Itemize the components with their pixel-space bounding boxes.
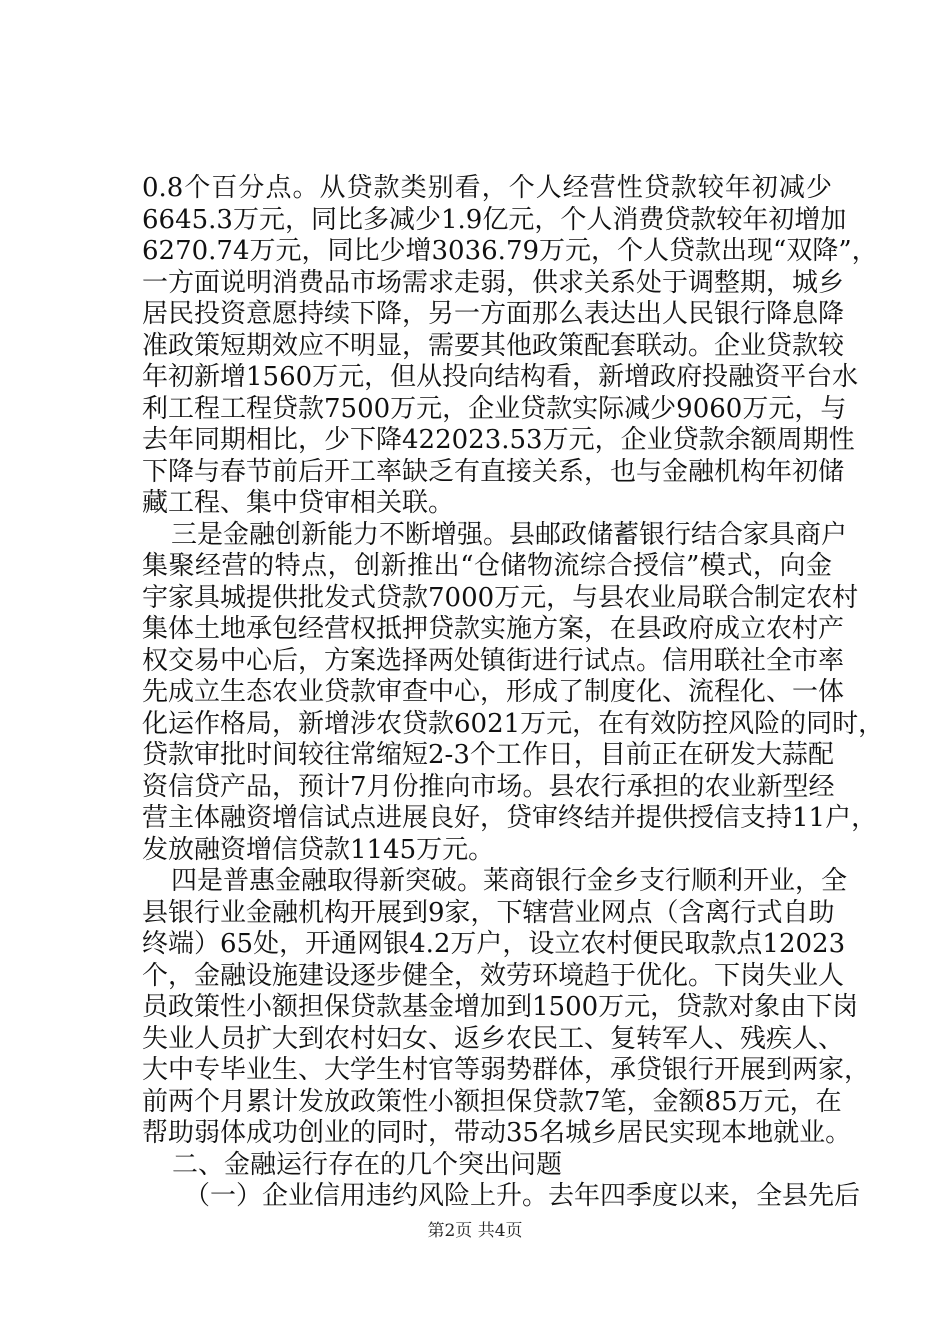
text-line: 利工程工程贷款7500万元，企业贷款实际减少9060万元，与 <box>142 393 847 424</box>
text-line: 一方面说明消费品市场需求走弱，供求关系处于调整期，城乡 <box>142 267 845 298</box>
paragraph-end-line: 帮助弱体成功创业的同时，带动35名城乡居民实现本地就业。 <box>142 1118 852 1148</box>
subsection-start-line: （一）企业信用违约风险上升。去年四季度以来，全县先后 <box>184 1181 861 1211</box>
paragraph-start-line: 四是普惠金融取得新突破。莱商银行金乡支行顺利开业，全 <box>171 866 848 896</box>
text-line: 集聚经营的特点，创新推出“仓储物流综合授信”模式，向金 <box>142 551 832 581</box>
text-line: 权交易中心后，方案选择两处镇街进行试点。信用联社全市率 <box>142 645 845 676</box>
text-line: 大中专毕业生、大学生村官等弱势群体，承贷银行开展到两家， <box>142 1055 871 1085</box>
text-line: 6270.74万元，同比少增3036.79万元，个人贷款出现“双降”， <box>142 236 878 266</box>
text-line: 6645.3万元，同比多减少1.9亿元，个人消费贷款较年初增加 <box>142 204 847 235</box>
text-line: 化运作格局，新增涉农贷款6021万元，在有效防控风险的同时， <box>142 708 885 739</box>
text-line: 营主体融资增信试点进展良好，贷审终结并提供授信支持11户， <box>142 803 878 833</box>
text-line: 员政策性小额担保贷款基金增加到1500万元，贷款对象由下岗 <box>142 992 859 1022</box>
text-line: 去年同期相比，少下降422023.53万元，企业贷款余额周期性 <box>142 425 855 455</box>
page-number-footer: 第2页 共4页 <box>427 1221 523 1241</box>
text-line: 前两个月累计发放政策性小额担保贷款7笔，金额85万元，在 <box>142 1086 842 1117</box>
text-line: 终端）65处，开通网银4.2万户，设立农村便民取款点12023 <box>142 929 846 959</box>
text-line: 集体土地承包经营权抵押贷款实施方案，在县政府成立农村产 <box>142 614 845 644</box>
text-line: 先成立生态农业贷款审查中心，形成了制度化、流程化、一体 <box>142 677 845 707</box>
text-line: 宇家具城提供批发式贷款7000万元，与县农业局联合制定农村 <box>142 582 859 613</box>
text-line: 失业人员扩大到农村妇女、返乡农民工、复转军人、残疾人、 <box>142 1023 845 1054</box>
text-line: 0.8个百分点。从贷款类别看，个人经营性贷款较年初减少 <box>142 173 832 203</box>
text-line: 个，金融设施建设逐步健全，效劳环境趋于优化。下岗失业人 <box>142 960 845 991</box>
text-line: 县银行业金融机构开展到9家，下辖营业网点（含离行式自助 <box>142 897 835 928</box>
paragraph-start-line: 三是金融创新能力不断增强。县邮政储蓄银行结合家具商户 <box>171 519 848 550</box>
text-line: 下降与春节前后开工率缺乏有直接关系，也与金融机构年初储 <box>142 456 845 487</box>
text-line: 贷款审批时间较往常缩短2-3个工作日，目前正在研发大蒜配 <box>142 740 834 770</box>
text-line: 居民投资意愿持续下降，另一方面那么表达出人民银行降息降 <box>142 299 845 329</box>
paragraph-end-line: 发放融资增信贷款1145万元。 <box>142 834 495 865</box>
document-body <box>142 173 885 1213</box>
text-line: 年初新增1560万元，但从投向结构看，新增政府投融资平台水 <box>142 362 859 392</box>
text-line: 资信贷产品，预计7月份推向市场。县农行承担的农业新型经 <box>142 771 835 802</box>
section-heading: 二、金融运行存在的几个突出问题 <box>172 1149 563 1180</box>
paragraph-end-line: 藏工程、集中贷审相关联。 <box>142 488 455 518</box>
text-line: 准政策短期效应不明显，需要其他政策配套联动。企业贷款较 <box>142 330 845 361</box>
